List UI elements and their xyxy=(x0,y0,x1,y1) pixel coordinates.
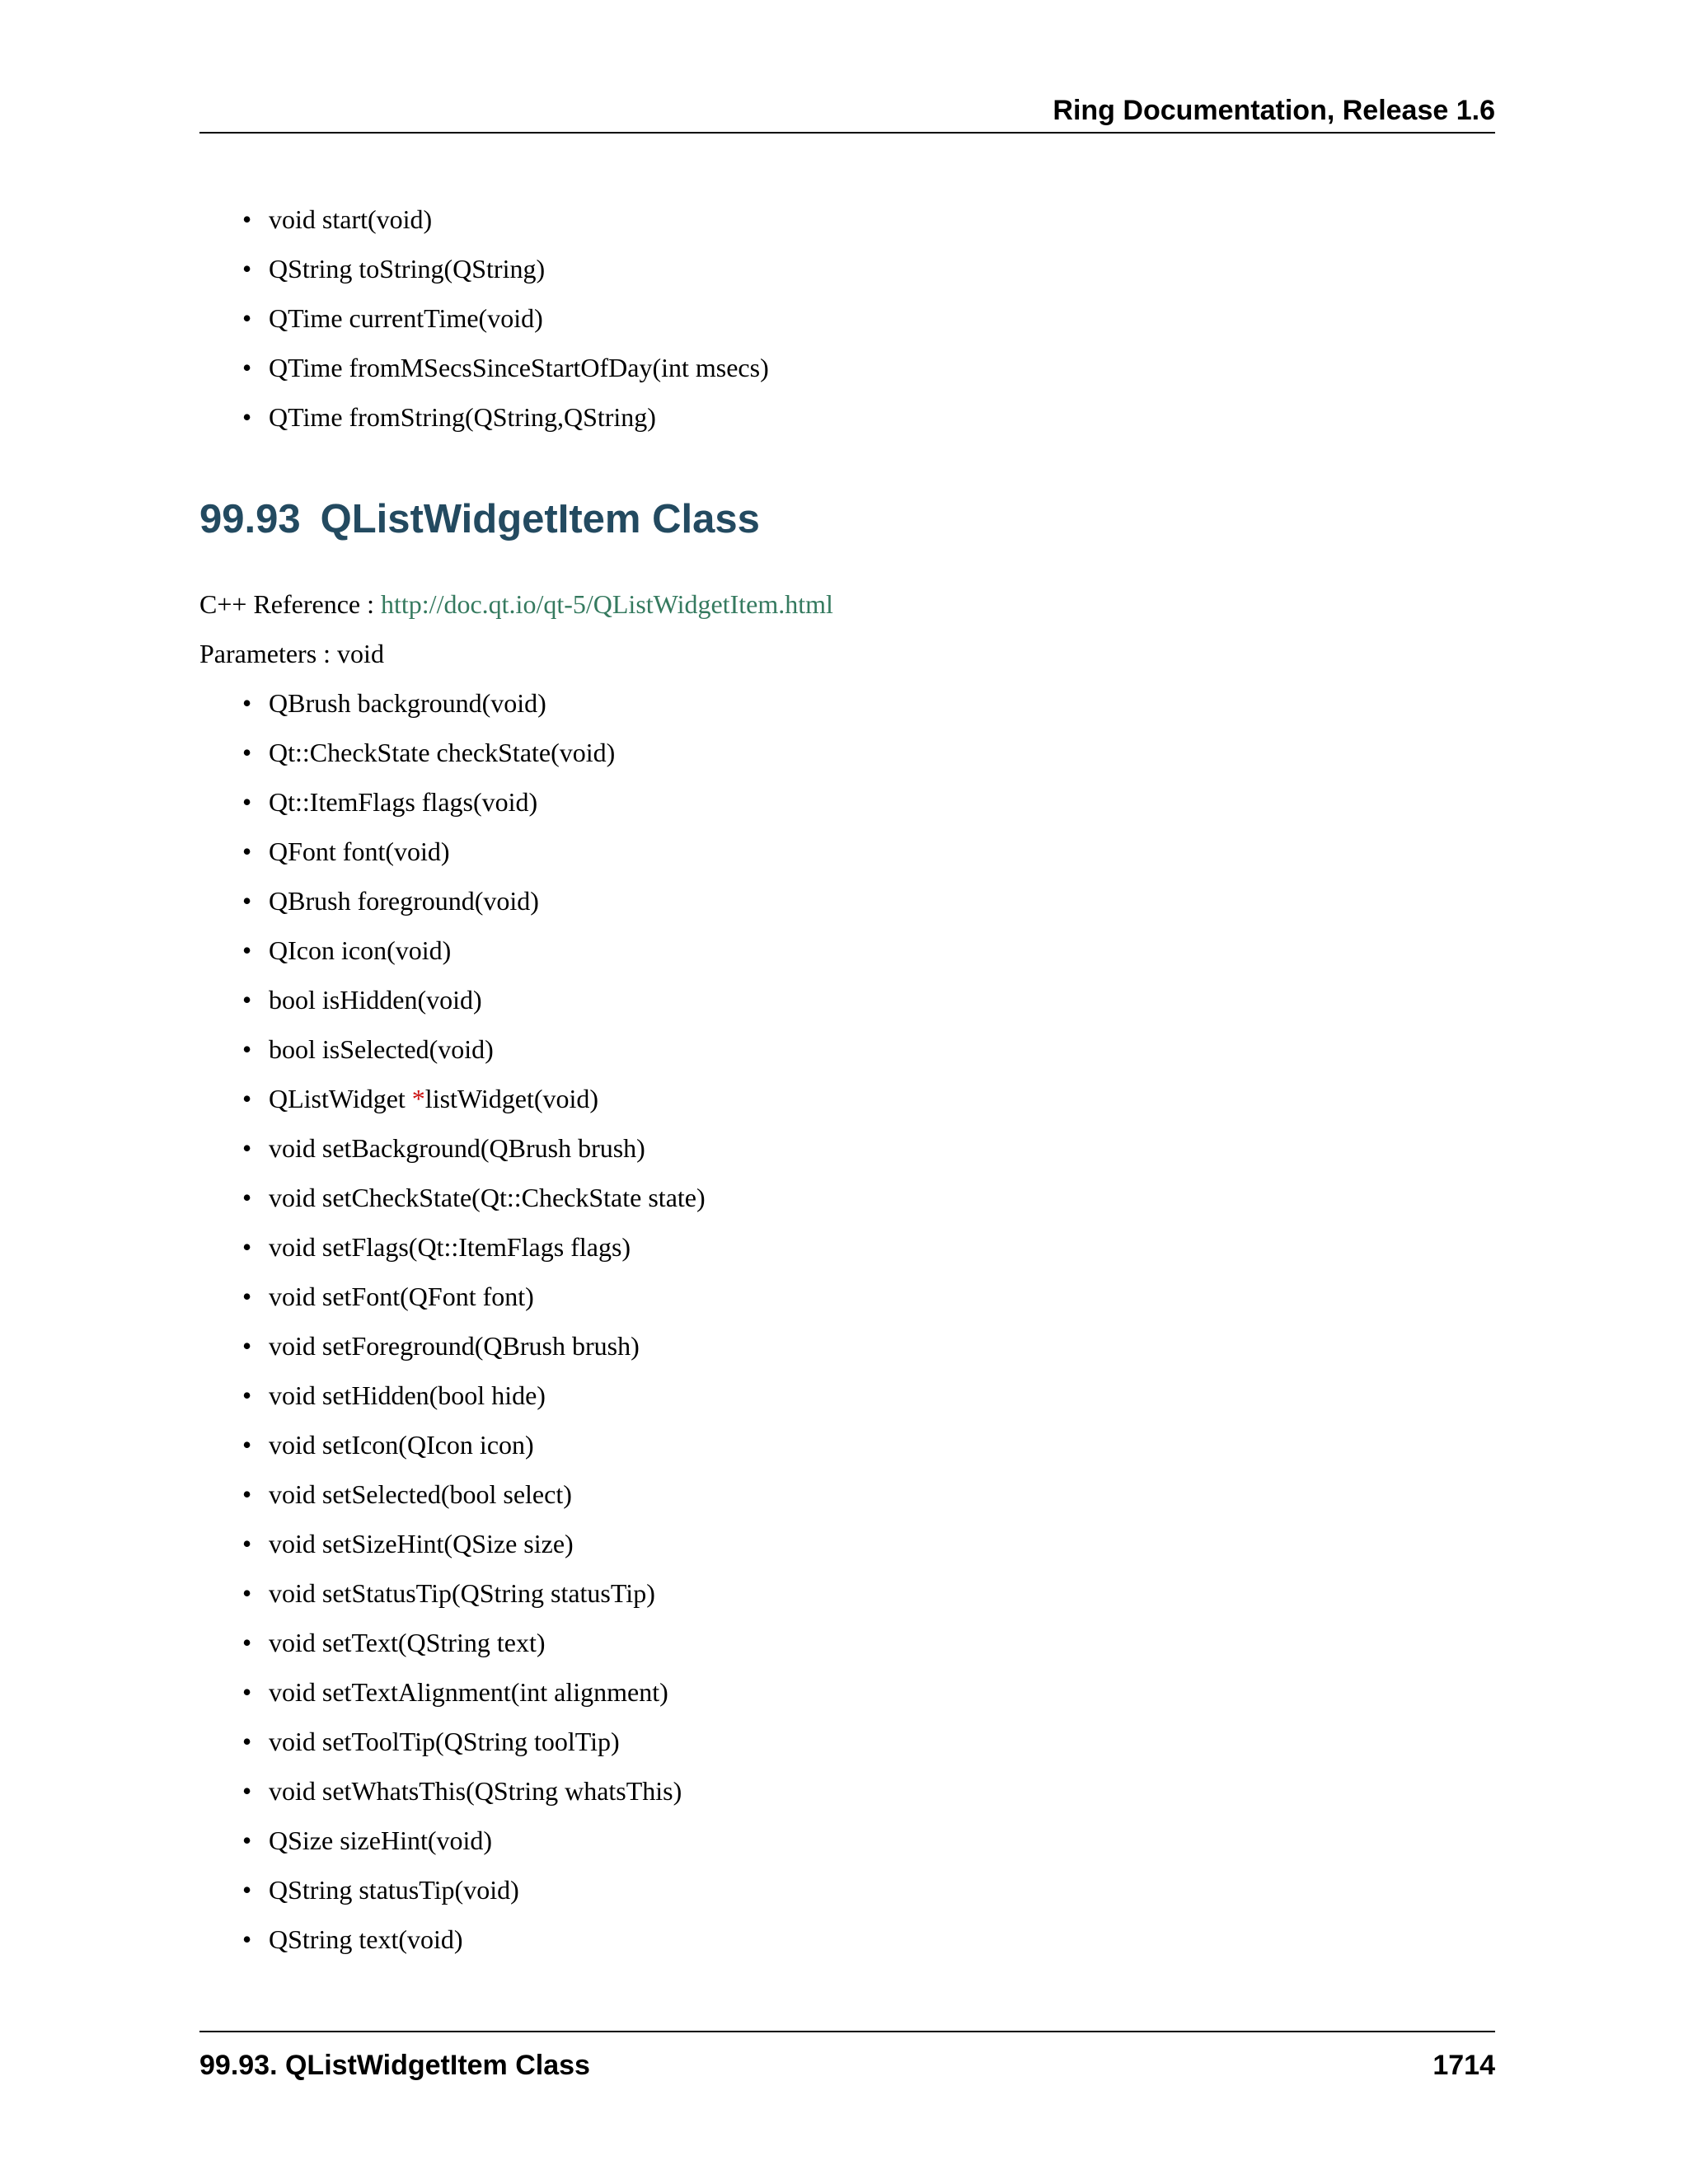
footer-section-label: 99.93. QListWidgetItem Class xyxy=(199,2050,590,2081)
running-footer xyxy=(199,2031,1495,2083)
method-item: • QString statusTip(void) xyxy=(199,1865,706,1915)
method-item: • QTime currentTime(void) xyxy=(199,293,769,343)
method-list xyxy=(199,678,706,1964)
pointer-asterisk: * xyxy=(411,1084,425,1113)
method-item: • QListWidget *listWidget(void) xyxy=(199,1074,706,1123)
cpp-reference-link[interactable]: http://doc.qt.io/qt-5/QListWidgetItem.html xyxy=(381,589,833,619)
method-item: • void setForeground(QBrush brush) xyxy=(199,1321,706,1371)
method-item: • void setSelected(bool select) xyxy=(199,1469,706,1519)
method-item: • void setFont(QFont font) xyxy=(199,1272,706,1321)
method-item: • QIcon icon(void) xyxy=(199,926,706,975)
method-item: • void setWhatsThis(QString whatsThis) xyxy=(199,1766,706,1816)
method-item: • void setText(QString text) xyxy=(199,1618,706,1667)
parameters-line: Parameters : void xyxy=(199,639,384,668)
section-heading xyxy=(199,486,760,552)
page-number: 1714 xyxy=(1432,2050,1495,2081)
method-item: • QString text(void) xyxy=(199,1915,706,1964)
method-item: • QSize sizeHint(void) xyxy=(199,1816,706,1865)
method-item: • QTime fromMSecsSinceStartOfDay(int msecs) xyxy=(199,343,769,392)
method-item: • void setSizeHint(QSize size) xyxy=(199,1519,706,1568)
method-item: • QFont font(void) xyxy=(199,827,706,876)
running-header xyxy=(199,92,1495,134)
method-item: • void setTextAlignment(int alignment) xyxy=(199,1667,706,1717)
method-item: • void start(void) xyxy=(199,194,769,244)
method-item: • QString toString(QString) xyxy=(199,244,769,293)
method-item: • bool isSelected(void) xyxy=(199,1024,706,1074)
cpp-reference-label: C++ Reference : xyxy=(199,589,381,619)
method-item: • void setCheckState(Qt::CheckState state) xyxy=(199,1173,706,1222)
method-item: • void setToolTip(QString toolTip) xyxy=(199,1717,706,1766)
method-list-continued xyxy=(199,194,769,442)
method-item: • void setStatusTip(QString statusTip) xyxy=(199,1568,706,1618)
method-item: • Qt::CheckState checkState(void) xyxy=(199,728,706,777)
document-page xyxy=(199,0,1495,2184)
section-number: 99.93 xyxy=(199,497,301,541)
method-item: • Qt::ItemFlags flags(void) xyxy=(199,777,706,827)
method-item: • QBrush background(void) xyxy=(199,678,706,728)
header-title: Ring Documentation, Release 1.6 xyxy=(1053,95,1495,126)
method-item: • bool isHidden(void) xyxy=(199,975,706,1024)
method-item: • void setBackground(QBrush brush) xyxy=(199,1123,706,1173)
method-item: • void setFlags(Qt::ItemFlags flags) xyxy=(199,1222,706,1272)
method-item: • void setIcon(QIcon icon) xyxy=(199,1420,706,1469)
section-title: QListWidgetItem Class xyxy=(320,497,760,541)
cpp-reference-line xyxy=(199,579,833,629)
method-item: • QTime fromString(QString,QString) xyxy=(199,392,769,442)
method-item: • void setHidden(bool hide) xyxy=(199,1371,706,1420)
method-item: • QBrush foreground(void) xyxy=(199,876,706,926)
